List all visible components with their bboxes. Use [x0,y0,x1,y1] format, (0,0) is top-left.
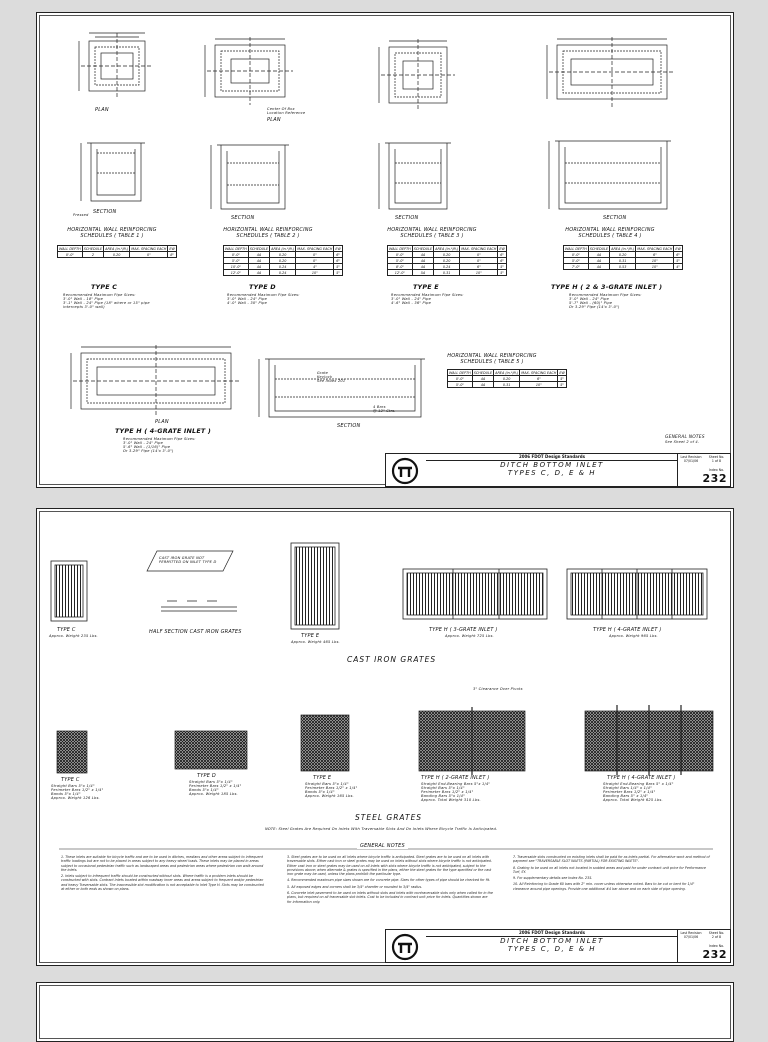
index-label: Index No. [708,944,725,948]
steel-type-d-bars: Straight Bars 5"x 1/4" Perimeter Bars 1/2" x 1/4" Bands 5"x 1/4" Approx. Weight 185 Lbs. [189,780,242,796]
table-row: 0'-0" 4A 0.20 0" 6" [224,252,343,258]
type-c-schedule-title: HORIZONTAL WALL REINFORCING SCHEDULES ( TABLE 1 ) [67,227,157,239]
type-e-section-label: SECTION [395,215,419,221]
type-h-section-label: SECTION [603,215,627,221]
type-h-plan-view [547,37,675,107]
org-name: 2006 FDOT Design Standards [426,930,678,937]
note-9: 9. For supplementary details see Index No. 235. [513,876,593,881]
revision-cell: Last Revision 07/01/06 [680,931,702,939]
sheet-3 [36,982,734,1042]
type-h-pipe-note: Recommended Maximum Pipe Sizes: 3'-0" Wall - 24" Pipe 5'-7" Wall - (60)" Pipe Or 3-29" Pipe (14'x 3'-0") [569,293,642,309]
sheet-number-cell: Sheet No. 2 of 8 [708,931,725,939]
title-block [385,453,731,487]
index-label: Index No. [708,468,725,472]
sheet-2 [36,508,734,966]
type-h4-schedule-table [447,369,567,388]
table-row: 8'-0" 4A 0.24 6" 5" [388,264,507,270]
revision-cell: Last Revision 07/01/06 [680,455,702,463]
half-section-label: HALF SECTION CAST IRON GRATES [149,629,242,635]
table-row: 0'-0" 4A 0.20 6" 6" [564,252,683,258]
drawing-title: DITCH BOTTOM INLET TYPES C, D, E & H [500,937,604,953]
type-h4-section-label: SECTION [337,423,361,429]
cast-iron-type-e-weight: Approx. Weight 465 Lbs. [291,640,340,644]
note-7: 7. Traversable slots constructed on existing inlets shall be paid for as inlets partial. For alternative work and method of payment see "TRAVERSABLE SLOT INLETS (PARTIAL) FOR EXISTING INLETS". [513,855,710,864]
table-row: 5'-0" 4A 0.31 10" 5" [448,382,567,388]
steel-type-e-bars: Straight Bars 5"x 1/4" Perimeter Bars 1/2" x 1/4" Bands 5"x 1/4" Approx. Weight 165 Lbs. [305,782,358,798]
cast-iron-type-h4-weight: Approx. Weight 965 Lbs. [609,634,658,638]
steel-section-title: STEEL GRATES [355,813,423,822]
table-row: 0'-0" 4A 0.20 6" 5" [448,376,567,382]
type-h4-plan-view [71,345,239,417]
table-row: 10'-0" 4A 0.24 4" 5" [224,264,343,270]
clearance-note: 3" Clearance Over Pivots [473,687,523,691]
type-c-plan-view [79,33,153,99]
type-e-schedule-table [387,245,507,276]
type-h4-schedule-title: HORIZONTAL WALL REINFORCING SCHEDULES ( TABLE 5 ) [447,353,537,365]
steel-type-d-label: TYPE D [197,773,216,779]
table-row: 12'-0" 4A 0.24 10" 5" [224,270,343,276]
cast-iron-type-c-weight: Approx. Weight 235 Lbs. [49,634,98,638]
type-e-schedule-title: HORIZONTAL WALL REINFORCING SCHEDULES ( TABLE 3 ) [387,227,477,239]
type-e-section-view [379,143,451,209]
table-row: 5'-0" 4A 0.20 0" 6" [224,258,343,264]
type-d-label: TYPE D [249,283,276,291]
sheet-1 [36,12,734,488]
cast-iron-type-h3 [403,569,547,619]
center-box-note: Center Of Box Location Reference [267,107,306,115]
type-h4-plan-label: PLAN [155,419,169,425]
grate-note: Grate Keylock See Index 201 [317,371,346,383]
title-block [385,929,731,963]
type-d-pipe-note: Recommended Maximum Pipe Sizes: 3'-0" Wall - 24" Pipe 4'-0" Wall - 30" Pipe [227,293,300,305]
note-1: 1. These inlets are suitable for bicycle traffic and are to be used in ditches, medians and other areas subject to infrequent traffic loadings but are not to be placed in areas subject to any heavy wheel loads. These inlets may be placed in areas subject to occasional pedestrian traffic such as landscaped areas and pedestrian areas where pedestrian can walk around the inlets. [61,855,264,872]
steel-type-h4 [585,705,713,775]
steel-type-c-label: TYPE C [61,777,80,783]
steel-type-c [57,731,87,773]
schedule-header-row: WALL DEPTH SCHEDULE AREA (in.²/ft.) MAX. SPACING EACH EW [389,246,505,251]
note-4: 4. Recommended maximum pipe sizes shown are for concrete pipe. Sizes for other types of pipe should be checked for fit. [287,878,491,883]
fdot-logo-icon [388,932,422,962]
steel-type-h2 [419,707,525,775]
steel-type-h2-bars: Straight End-Bearing Bars 5"x 1/4" Straight Bars 5"x 1/4" Perimeter Bars 1/2" x 1/4" Banding Bars 5"x 1/4" Approx. Total Weight 310 Lbs. [421,782,491,802]
type-c-label: TYPE C [91,283,118,291]
type-d-schedule-title: HORIZONTAL WALL REINFORCING SCHEDULES ( TABLE 2 ) [223,227,313,239]
type-c-plan-label: PLAN [95,107,109,113]
sheet-number-cell: Sheet No. 1 of 8 [708,455,725,463]
index-number: 232 [702,948,727,961]
note-6: 6. Concrete inlet pavement to be used on inlets without slots and inlets with nontraversable slots only when called for in the plans, but required on all traversable slot inlets. Cost to be included in contract unit price for inlets. Quantities shown are for information only. [287,891,493,904]
type-h4-pipe-note: Recommended Maximum Pipe Sizes: 3'-0" Wall - 24" Pipe 5'-6" Wall - (1/16)" Pipe Or 3-29" Pipe (14'x 3'-0") [123,437,196,453]
table-row: 7'-0" 4A 0.53 10" 4" [564,264,683,270]
cast-iron-type-e [291,543,339,629]
table-row: 5'-0" 4A 0.20 0" 6" [388,258,507,264]
cast-iron-type-h4-label: TYPE H ( 4-GRATE INLET ) [593,627,662,633]
type-h4-section-view [259,359,425,417]
fdot-logo-icon [388,456,422,486]
type-h-label: TYPE H ( 2 & 3-GRATE INLET ) [551,283,663,291]
bar-note: 4 Bars @ 12" Ctrs. [373,405,396,413]
schedule-header-row: WALL DEPTH SCHEDULE AREA (in.²/ft.) MAX. SPACING EACH EW [225,246,341,251]
notes-column-1 [61,855,267,893]
type-d-section-label: SECTION [231,215,255,221]
steel-type-h4-bars: Straight End-Bearing Bars 5" x 1/4" Straight Bars 1/4" x 1/4" Perimeter Bars 1/2" x 1/4" Banding Bars 5" x 1/4" Approx. Total Weight 625 Lbs. [603,782,674,802]
general-notes-ref: GENERAL NOTES See Sheet 2 of 4. [665,435,705,444]
type-h-schedule-table [563,245,683,270]
cast-iron-type-e-label: TYPE E [301,633,320,639]
title-block-info [677,930,730,962]
steel-type-h4-label: TYPE H ( 4-GRATE INLET ) [607,775,676,781]
note-3: 3. Steel grates are to be used on all inlets where bicycle traffic is anticipated. Steel grates are to be used on all inlets with traversable slots. Either cast iron or steel grates may be used on inlets without slots where bicycle traffic is not anticipated. Either cast iron or steel grates may be used on all inlets with slots where bicycle traffic is not anticipated, subject to the provisions above; when alternate & grates is specified in the plans, either the steel grates for the type specified or the cast iron grate may be used, unless the plans prohibit the particular type. [287,855,492,877]
type-c-schedule-table [57,245,177,258]
type-h-section-view [549,141,671,209]
type-h-schedule-title: HORIZONTAL WALL REINFORCING SCHEDULES ( TABLE 4 ) [565,227,655,239]
title-block-info [677,454,730,486]
general-notes-title: GENERAL NOTES [357,843,408,849]
note-5: 5. All exposed edges and corners shall be 3/4" chamfer or rounded to 3/4" radius. [287,884,423,889]
steel-type-e [301,715,349,771]
cast-iron-type-h3-label: TYPE H ( 3-GRATE INLET ) [429,627,498,633]
type-e-label: TYPE E [413,283,439,291]
note-2: 2. Inlets subject to infrequent traffic should be constructed without slots. Where traffic is a problem inlets should be constructed with slots. Contract Inlets located within roadway inner areas and areas subject to frequent and/or pedestrian and heavy Traversable slots. The inaccessible slot modification is not acceptable to Inlet Type H. Slots may be constructed at either or both ends as shown on plans. [61,874,264,892]
cast-iron-callout: CAST IRON GRATE NOT PERMITTED ON INLET TYPE D [159,556,217,564]
table-row: 12'-0" 5A 0.31 10" 5" [388,270,507,276]
steel-footnote: NOTE: Steel Grates Are Required On Inlets With Traversable Slots And On Inlets Where Bicycle Traffic Is Anticipated. [265,827,498,831]
type-e-pipe-note: Recommended Maximum Pipe Sizes: 3'-0" Wall - 24" Pipe 4'-6" Wall - 36" Pipe [391,293,464,305]
type-d-schedule-table [223,245,343,276]
type-c-pipe-note: Recommended Maximum Pipe Sizes: 3'-0" Wall - 18" Pipe 3'-1" Wall - 24" Pipe (18" where or 15" pipe intercepts 3'-0" wall) [63,293,150,309]
notes-column-2 [287,855,493,906]
note-8: 8. Grating to be used on all inlets not located in sodded areas and paid for under contract unit price for Performance Turf, SY. [513,865,706,874]
type-d-plan-view [205,37,293,105]
steel-type-d [175,731,247,769]
steel-type-c-bars: Straight Bars 5"x 1/4" Perimeter Bars 1/2" x 1/4" Bands 5"x 1/4" Approx. Weight 126 Lbs. [51,784,104,800]
type-c-section-view [81,143,145,201]
org-name: 2006 FDOT Design Standards [426,454,678,461]
cast-iron-type-h4 [567,569,707,619]
drawing-title: DITCH BOTTOM INLET TYPES C, D, E & H [500,461,604,477]
cast-iron-type-c-label: TYPE C [57,627,76,633]
index-number: 232 [702,472,727,485]
type-e-plan-view [379,39,455,111]
type-c-section-label: SECTION [93,209,117,215]
schedule-header-row: WALL DEPTH SCHEDULE AREA (in.²/ft.) MAX. SPACING EACH EW [565,246,681,251]
type-d-section-view [211,145,289,209]
steel-type-e-label: TYPE E [313,775,332,781]
cast-iron-type-h3-weight: Approx. Weight 725 Lbs. [445,634,494,638]
type-h4-label: TYPE H ( 4-GRATE INLET ) [115,427,211,435]
cast-iron-section-title: CAST IRON GRATES [347,655,437,664]
table-row: 5'-0" 4A 0.31 10" 5" [564,258,683,264]
cast-iron-type-c [51,561,87,621]
schedule-header-row: WALL DEPTH SCHEDULE AREA (in.²/ft.) MAX. SPACING EACH EW [449,370,565,375]
table-row: 0'-0" 2 0.20 0" 8" [58,252,177,258]
sheet-3-border [39,985,731,1039]
notes-column-3 [513,855,711,893]
table-row: 0'-0" 4A 0.20 0" 6" [388,252,507,258]
pressed-label: Pressed [73,213,89,217]
note-10: 10. All Reinforcing to Grade 60 bars with 2" min. cover unless otherwise noted. Bars to be cut or bent for 1/4" clearance around pipe openings. Provide one additional #4 bar above and on each side of pipe opening. [513,882,695,891]
schedule-header-row: WALL DEPTH SCHEDULE AREA (in.²/ft.) MAX. SPACING EACH EW [59,246,175,251]
type-d-plan-label: PLAN [267,117,281,123]
steel-type-h2-label: TYPE H ( 2-GRATE INLET ) [421,775,490,781]
